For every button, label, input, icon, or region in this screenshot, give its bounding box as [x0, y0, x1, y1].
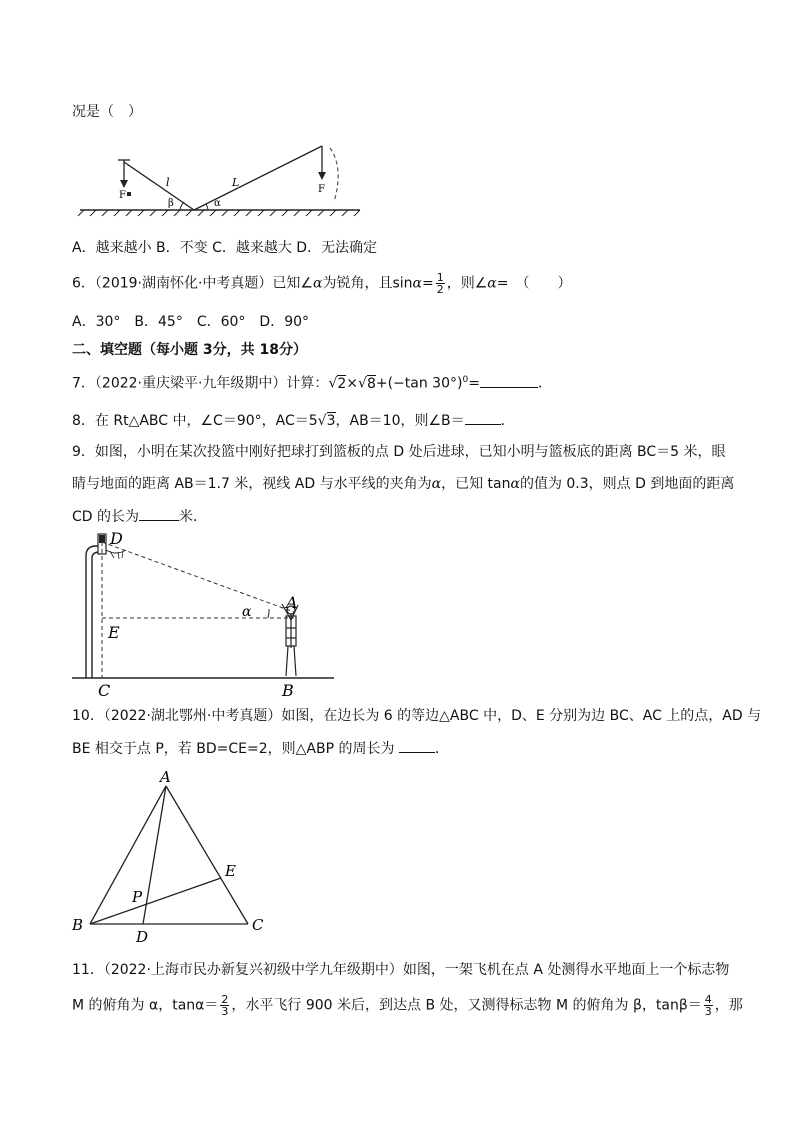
q9-label-C: C	[98, 681, 111, 700]
q9-label-D: D	[110, 529, 123, 548]
q9-label-A: A	[286, 593, 298, 612]
section-title-fill-in: 二、填空题（每小题 3分，共 18分）	[72, 342, 307, 358]
q6-fraction: $\frac{1}{2}$	[436, 271, 444, 296]
q5-label-alpha: α	[214, 198, 221, 209]
q10-figure	[68, 766, 278, 946]
q5-label-f-left: F	[119, 190, 126, 201]
q11-line1: 11．（2022·上海市民办新复兴初级中学九年级期中）如图，一架飞机在点 A 处测得水平地面上一个标志物	[72, 962, 730, 978]
q8-stem: 8．在 Rt△ABC 中，∠C＝90°，AC＝5√3，AB＝10，则∠B＝ ．	[72, 410, 515, 431]
q10-answer-blank[interactable]	[399, 738, 435, 753]
q11-fraction-beta: $\frac{4}{3}$	[704, 993, 712, 1018]
q9-figure	[72, 528, 342, 700]
sqrt-symbol: √	[317, 413, 327, 429]
q5-label-L: L	[232, 176, 240, 189]
q9-label-E: E	[108, 623, 120, 642]
q5-tail: 况是（ ）	[72, 104, 142, 120]
q11-fraction-alpha: $\frac{2}{3}$	[221, 993, 229, 1018]
q6-options: A．30° B．45° C．60° D．90°	[72, 314, 310, 330]
q9-label-B: B	[282, 681, 294, 700]
q10-line2: BE 相交于点 P，若 BD=CE=2，则△ABP 的周长为 ．	[72, 738, 449, 759]
q9-line1: 9．如图，小明在某次投篮中刚好把球打到篮板的点 D 处后进球，已知小明与篮板底的距离 BC＝5 米，眼	[72, 444, 726, 460]
sqrt-symbol: √	[358, 375, 367, 392]
sqrt-symbol: √	[328, 375, 338, 392]
q8-answer-blank[interactable]	[465, 410, 501, 425]
q10-label-D: D	[136, 928, 149, 946]
q5-label-beta: β	[168, 198, 174, 209]
q10-label-C: C	[252, 916, 264, 934]
q9-answer-blank[interactable]	[139, 506, 179, 521]
q10-label-A: A	[160, 768, 171, 786]
q7-answer-blank[interactable]	[480, 373, 538, 388]
q10-label-E: E	[225, 862, 236, 880]
q11-line2: M 的俯角为 α，tanα＝ $\frac{2}{3}$ ，水平飞行 900 米后，到达点 B 处，又测得标志物 M 的俯角为 β，tanβ＝ $\frac{4}{3}$ ，那	[72, 993, 743, 1018]
q9-line2: 睛与地面的距离 AB＝1.7 米，视线 AD 与水平线的夹角为α，已知 tanα的值为 0.3，则点 D 到地面的距离	[72, 476, 735, 492]
q10-label-P: P	[132, 888, 143, 906]
q10-label-B: B	[72, 916, 84, 934]
q5-figure	[72, 138, 372, 218]
q5-options: A．越来越小 B．不变 C．越来越大 D．无法确定	[72, 240, 378, 256]
q9-label-alpha: α	[242, 604, 252, 620]
q10-line1: 10．（2022·湖北鄂州·中考真题）如图，在边长为 6 的等边△ABC 中，D、E 分别为边 BC、AC 上的点，AD 与	[72, 708, 762, 724]
q5-label-l: l	[166, 176, 170, 189]
q6-stem: 6．（2019·湖南怀化·中考真题）已知∠α为锐角，且sinα= $\frac{1}{2}$ ，则∠α= （ ）	[72, 271, 572, 296]
q9-line3: CD 的长为 米．	[72, 506, 207, 527]
q5-label-f-right: F	[318, 184, 325, 195]
q7-stem: 7．（2022·重庆梁平·九年级期中）计算：√2×√8+(−tan 30°)$^0$= ．	[72, 370, 552, 394]
